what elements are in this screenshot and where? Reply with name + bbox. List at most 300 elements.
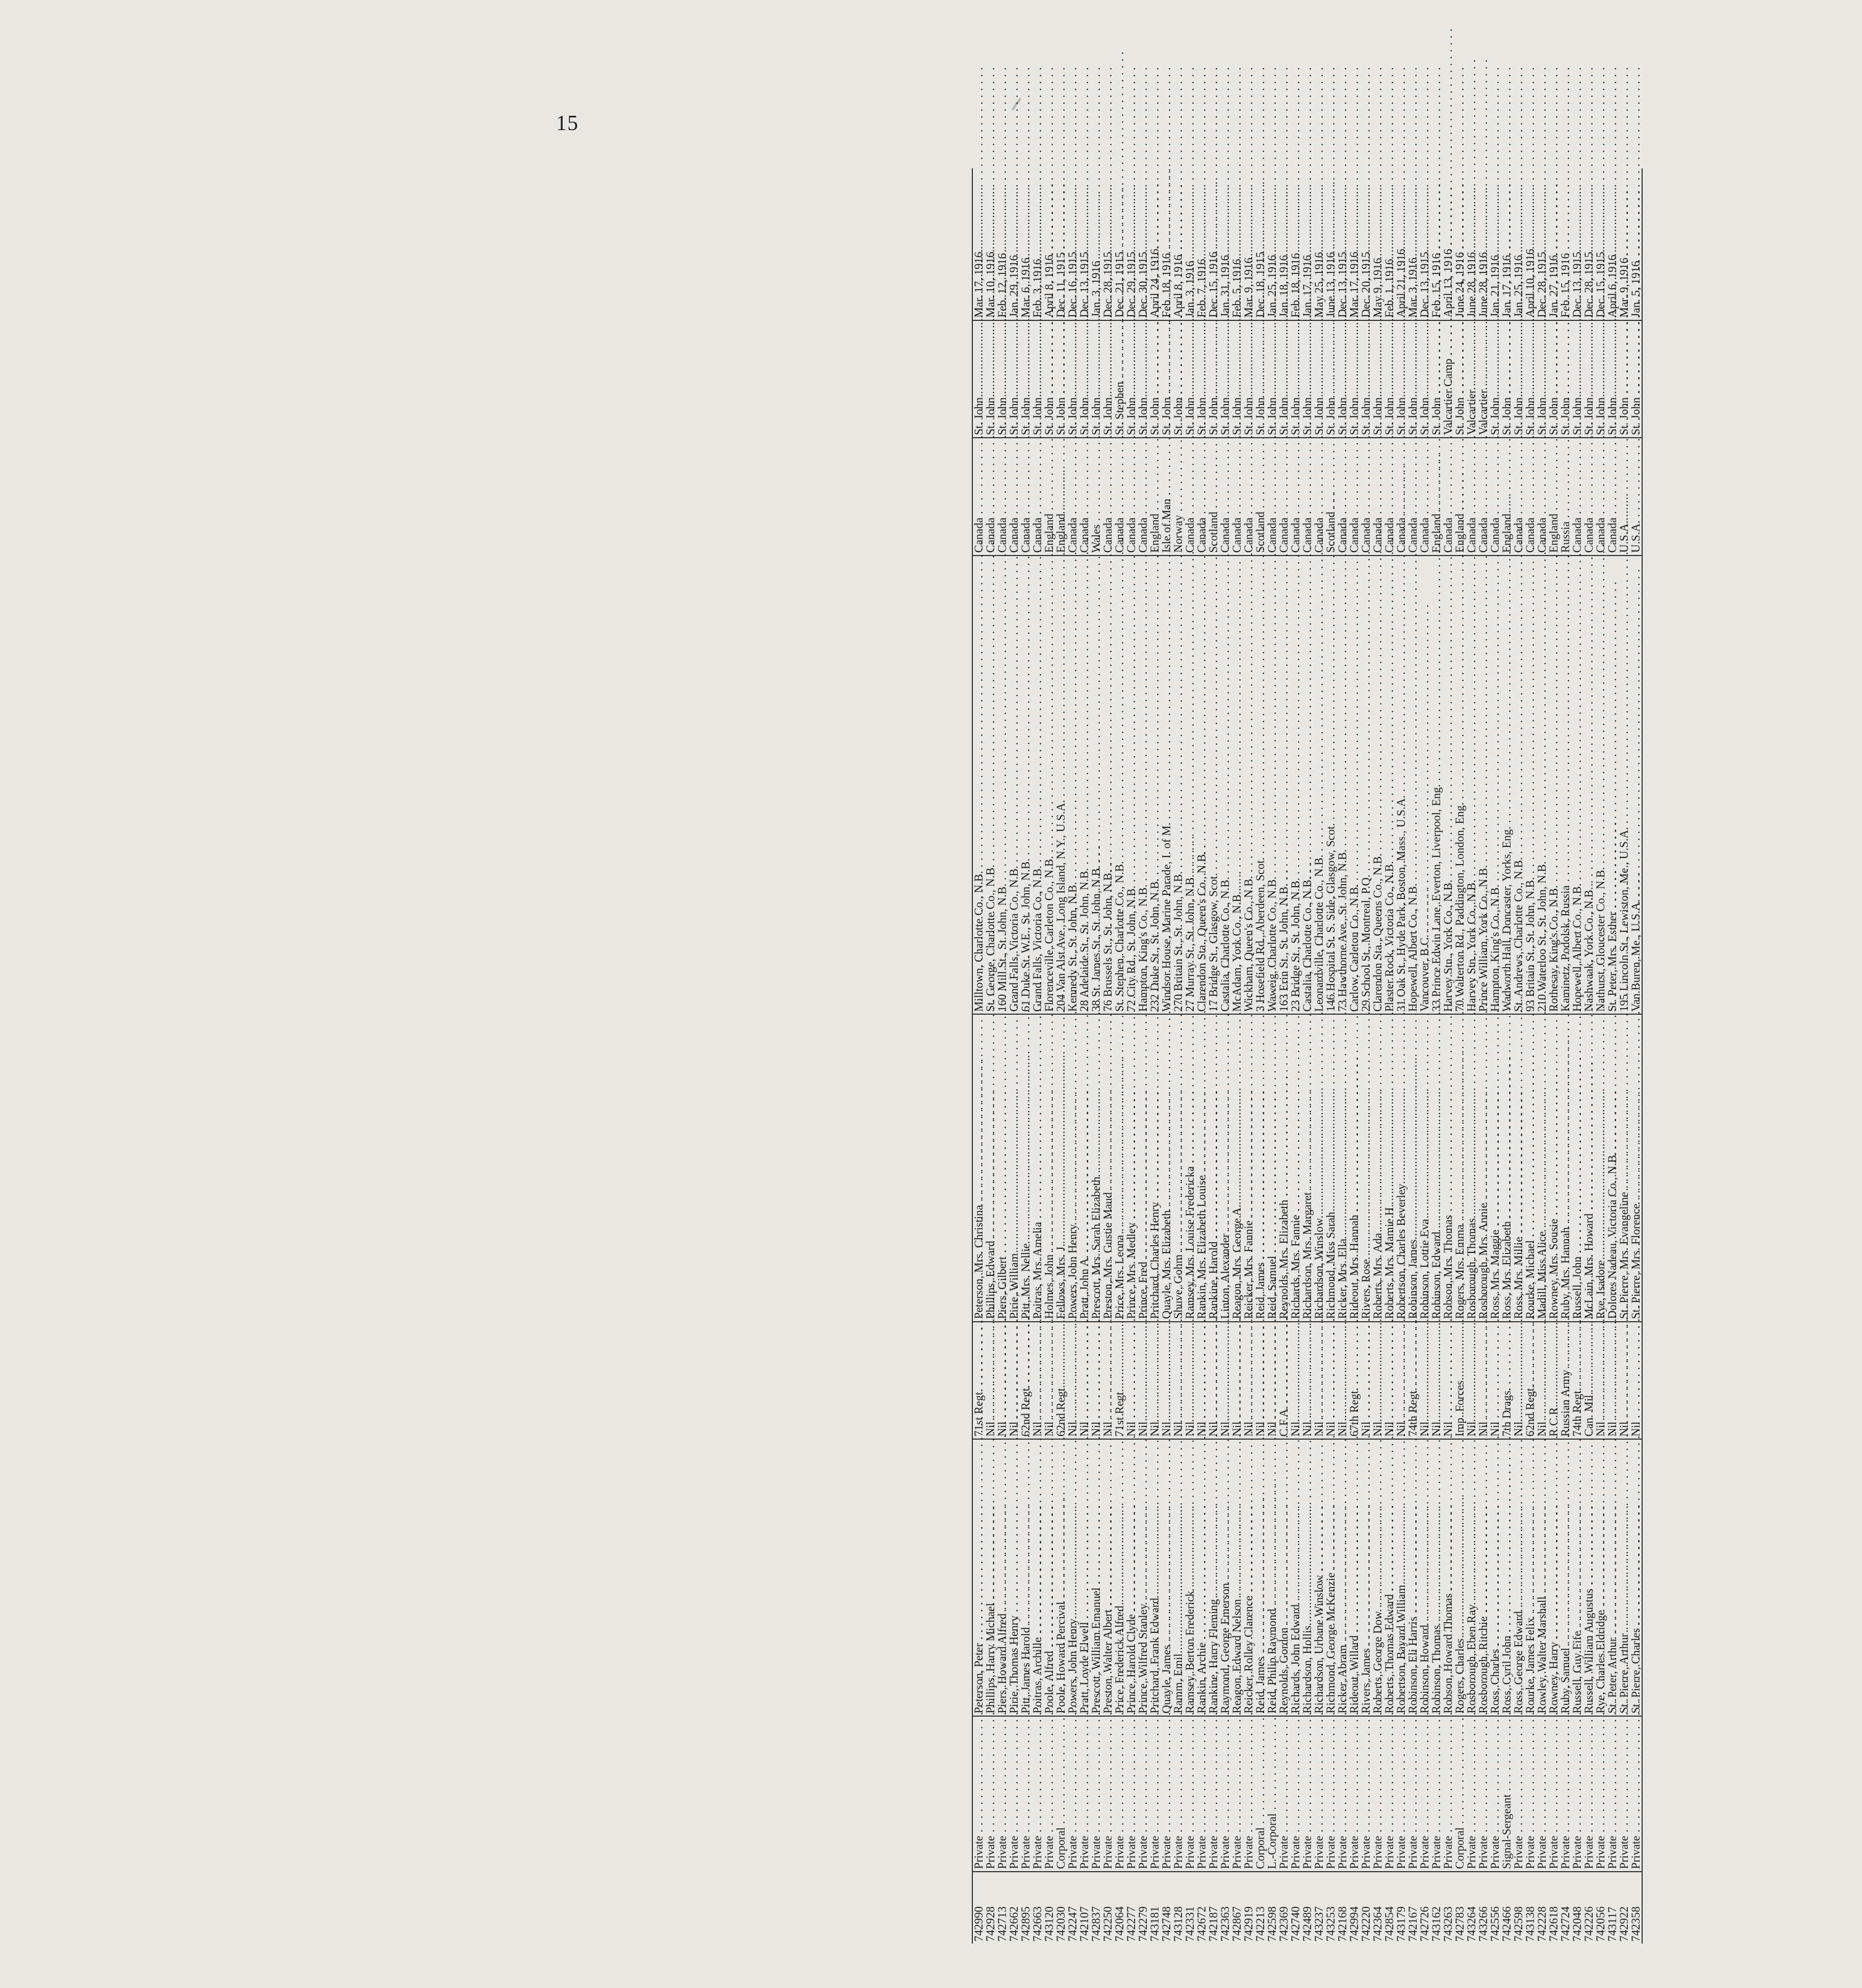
next-of-kin-cell: Reicker, Mrs. Fannie . . . bbox=[1243, 1014, 1254, 1321]
number-cell: 742740 bbox=[1289, 1906, 1302, 1942]
table-row bbox=[1325, 168, 1337, 1944]
number-cell: 742837 bbox=[1090, 1906, 1102, 1942]
country-cell: Norway . . . bbox=[1172, 438, 1184, 556]
country-cell: Canada . . . bbox=[1583, 438, 1595, 556]
rank-cell: Private . . . bbox=[1477, 1716, 1489, 1872]
address-cell: 76 Brussels St., St. John, N.B. . . . bbox=[1102, 556, 1114, 1015]
name-cell: Robson, Howard Thomas . . . bbox=[1442, 1439, 1454, 1716]
former-corps-cell: Nil . . . bbox=[1090, 1322, 1102, 1440]
name-cell: St. Pierre, Arthur . . . bbox=[1618, 1439, 1630, 1716]
rank-cell: Private . . . bbox=[1290, 1716, 1301, 1872]
next-of-kin-cell: Rankin, Mrs. Elizabeth Louise . . . bbox=[1196, 1014, 1207, 1321]
place-enlisted-cell: St. John . . . bbox=[1383, 320, 1395, 438]
table-row bbox=[1184, 168, 1196, 1944]
address-cell: Clarendon Sta., Queens Co., N.B. . . . bbox=[1372, 556, 1383, 1015]
place-enlisted-cell: St. John . . . bbox=[1055, 320, 1067, 438]
number-cell: 742466 bbox=[1500, 1906, 1513, 1942]
next-of-kin-cell: Robertson, Charles Beverley . . . bbox=[1395, 1014, 1407, 1321]
former-corps-cell: Nil . . . bbox=[1313, 1322, 1325, 1440]
name-cell: Ross, Charles . . . bbox=[1489, 1439, 1501, 1716]
table-row bbox=[1290, 168, 1301, 1944]
table-row bbox=[1419, 168, 1430, 1944]
country-cell: Canada . . . bbox=[1078, 438, 1090, 556]
table-row bbox=[1442, 168, 1454, 1944]
place-enlisted-cell: St. John . . . bbox=[1301, 320, 1313, 438]
address-cell: Wickham, Queen's Co., N.B. . . . bbox=[1243, 556, 1254, 1015]
place-enlisted-cell: St. John . . . bbox=[996, 320, 1008, 438]
former-corps-cell: Nil . . . bbox=[1125, 1322, 1137, 1440]
date-cell: Jan. 25, 1916 bbox=[1513, 168, 1524, 320]
number-cell: 742990 bbox=[972, 1872, 985, 1944]
country-cell: Isle of Man . . . bbox=[1161, 438, 1172, 556]
place-enlisted-cell: St. John . . . bbox=[1266, 320, 1278, 438]
number-cell: 743117 bbox=[1606, 1906, 1619, 1942]
table-row bbox=[1172, 168, 1184, 1944]
table-row bbox=[1548, 168, 1559, 1944]
former-corps-cell: Nil . . . bbox=[1513, 1322, 1524, 1440]
country-cell: Canada . . . bbox=[972, 438, 985, 556]
place-enlisted-cell: St. John . . . bbox=[1102, 320, 1114, 438]
table-row bbox=[1395, 168, 1407, 1944]
table-row bbox=[1477, 168, 1489, 1944]
table-row bbox=[1524, 168, 1536, 1944]
next-of-kin-cell: Reid, James . . . bbox=[1254, 1014, 1266, 1321]
address-cell: Vancouver, B.C. . . . bbox=[1419, 556, 1430, 1015]
next-of-kin-cell: Richards, Mrs. Fannie . . . bbox=[1290, 1014, 1301, 1321]
date-cell: Feb. 7, 1916 bbox=[1196, 168, 1207, 320]
place-enlisted-cell: St. John . . . bbox=[1067, 320, 1078, 438]
address-cell: Nashwaak, York Co., N.B. . . . bbox=[1583, 556, 1595, 1015]
next-of-kin-cell: Roberts, Mrs. Mamie H. . . . bbox=[1383, 1014, 1395, 1321]
address-cell: Windsor House, Marine Parade, I. of M. . . . bbox=[1161, 556, 1172, 1015]
name-cell: Reagon, Edward Nelson . . . bbox=[1231, 1439, 1243, 1716]
number-cell: 742672 bbox=[1195, 1906, 1208, 1942]
date-cell: Jan. 18, 1916 bbox=[1278, 168, 1290, 320]
rank-cell: Private . . . bbox=[1031, 1716, 1043, 1872]
name-cell: Rowney, Harry . . . bbox=[1548, 1439, 1559, 1716]
place-enlisted-cell: St. John . . . bbox=[1090, 320, 1102, 438]
date-cell: April 13, 1916 bbox=[1442, 168, 1454, 320]
country-cell: Canada . . . bbox=[1196, 438, 1207, 556]
name-cell: Roberts, Thomas Edward . . . bbox=[1383, 1439, 1395, 1716]
table-row bbox=[1125, 168, 1137, 1944]
address-cell: Milltown, Charlotte Co., N.B. . . . bbox=[972, 556, 985, 1015]
former-corps-cell: Nil . . . bbox=[1231, 1322, 1243, 1440]
former-corps-cell: Nil . . . bbox=[1008, 1322, 1020, 1440]
next-of-kin-cell: Rivers, Rose . . . bbox=[1360, 1014, 1372, 1321]
next-of-kin-cell: St. Pierre, Mrs. Florence . . . bbox=[1630, 1014, 1642, 1321]
address-cell: Rothesay, King's Co., N.B. . . . bbox=[1548, 556, 1559, 1015]
date-cell: Dec. 28, 1915 bbox=[1536, 168, 1548, 320]
number-cell: 742250 bbox=[1101, 1906, 1114, 1942]
next-of-kin-cell: Rourke, Michael . . . bbox=[1524, 1014, 1536, 1321]
date-cell: June 28, 1916 bbox=[1477, 168, 1489, 320]
rank-cell: Private . . . bbox=[1466, 1716, 1477, 1872]
name-cell: Preston, Walter Albert . . . bbox=[1102, 1439, 1114, 1716]
date-cell: Mar. 9, 1916 bbox=[1243, 168, 1254, 320]
register-body bbox=[972, 168, 1642, 1944]
rank-cell: Private . . . bbox=[1524, 1716, 1536, 1872]
place-enlisted-cell: St. John . . . bbox=[1172, 320, 1184, 438]
name-cell: Peterson, Peter . . . bbox=[972, 1439, 985, 1716]
date-cell: April 8, 1916 bbox=[1043, 168, 1055, 320]
place-enlisted-cell: St. John . . . bbox=[1207, 320, 1219, 438]
place-enlisted-cell: St. John . . . bbox=[1536, 320, 1548, 438]
address-cell: Harvey Stn., York Co., N.B. . . . bbox=[1466, 556, 1477, 1015]
former-corps-cell: 62nd Regt. . . . bbox=[1020, 1322, 1031, 1440]
place-enlisted-cell: St. John . . . bbox=[1407, 320, 1419, 438]
former-corps-cell: Nil . . . bbox=[1172, 1322, 1184, 1440]
number-cell: 742277 bbox=[1125, 1906, 1138, 1942]
number-cell: 742726 bbox=[1418, 1906, 1431, 1942]
next-of-kin-cell: Linton, Alexander . . . bbox=[1219, 1014, 1231, 1321]
place-enlisted-cell: St. John . . . bbox=[1125, 320, 1137, 438]
name-cell: St. Pierre, Charles . . . bbox=[1630, 1439, 1642, 1716]
rank-cell: Private . . . bbox=[1078, 1716, 1090, 1872]
table-row bbox=[1114, 168, 1125, 1944]
place-enlisted-cell: St. John . . . bbox=[1360, 320, 1372, 438]
date-cell: Mar. 9, 1916 bbox=[1618, 168, 1630, 320]
date-cell: Feb. 5, 1916 bbox=[1231, 168, 1243, 320]
table-row bbox=[1583, 168, 1595, 1944]
name-cell: Richards, John Edward . . . bbox=[1290, 1439, 1301, 1716]
address-cell: 29 School St., Montreal, P.Q. . . . bbox=[1360, 556, 1372, 1015]
country-cell: U.S.A. . . . bbox=[1618, 438, 1630, 556]
number-cell: 743120 bbox=[1043, 1906, 1055, 1942]
place-enlisted-cell: St. John . . . bbox=[1571, 320, 1583, 438]
rank-cell: Private . . . bbox=[1184, 1716, 1196, 1872]
rank-cell: Private . . . bbox=[1207, 1716, 1219, 1872]
country-cell: Canada . . . bbox=[1348, 438, 1360, 556]
table-row bbox=[1243, 168, 1254, 1944]
table-row bbox=[1337, 168, 1348, 1944]
former-corps-cell: Nil . . . bbox=[1301, 1322, 1313, 1440]
next-of-kin-cell: McLain, Mrs. Howard . . . bbox=[1583, 1014, 1595, 1321]
former-corps-cell: Nil . . . bbox=[1290, 1322, 1301, 1440]
former-corps-cell: Nil . . . bbox=[1325, 1322, 1337, 1440]
number-cell: 742713 bbox=[996, 1906, 1009, 1942]
number-cell: 742748 bbox=[1160, 1906, 1173, 1942]
next-of-kin-cell: Russell, John . . . bbox=[1571, 1014, 1583, 1321]
number-cell: 742618 bbox=[1547, 1906, 1560, 1942]
date-cell: Jan. 21, 1916 bbox=[1489, 168, 1501, 320]
table-row bbox=[1161, 168, 1172, 1944]
name-cell: Russell, William Augustus . . . bbox=[1583, 1439, 1595, 1716]
next-of-kin-cell: Price, Mrs. Leona . . . bbox=[1114, 1014, 1125, 1321]
rank-cell: Private . . . bbox=[996, 1716, 1008, 1872]
address-cell: Nathurst, Gloucester Co., N.B. . . . bbox=[1595, 556, 1606, 1015]
former-corps-cell: Nil . . . bbox=[1466, 1322, 1477, 1440]
country-cell: Scotland . . . bbox=[1207, 438, 1219, 556]
former-corps-cell: Nil . . . bbox=[1207, 1322, 1219, 1440]
number-cell: 742168 bbox=[1336, 1906, 1349, 1942]
number-cell: 742364 bbox=[1371, 1906, 1384, 1942]
former-corps-cell: Nil . . . bbox=[1395, 1322, 1407, 1440]
name-cell: Prince, Wilfred Stanley . . . bbox=[1137, 1439, 1149, 1716]
date-cell: Dec. 11, 1915 bbox=[1055, 168, 1067, 320]
address-cell: 195 Lincoln St., Lewiston, Me., U.S.A. . . . bbox=[1618, 556, 1630, 1015]
rank-cell: Private . . . bbox=[1559, 1716, 1571, 1872]
number-cell: 742867 bbox=[1230, 1906, 1243, 1942]
former-corps-cell: Nil . . . bbox=[1266, 1322, 1278, 1440]
next-of-kin-cell: Ruby, Mrs. Hannah . . . bbox=[1559, 1014, 1571, 1321]
number-cell: 742228 bbox=[1536, 1906, 1548, 1942]
next-of-kin-cell: Robinson, Lottie Eva . . . bbox=[1419, 1014, 1430, 1321]
next-of-kin-cell: Fellows, Mrs. J. . . . bbox=[1055, 1014, 1067, 1321]
name-cell: Rivers, James . . . bbox=[1360, 1439, 1372, 1716]
name-cell: Prince, Harold Clyde . . . bbox=[1125, 1439, 1137, 1716]
table-row bbox=[1102, 168, 1114, 1944]
rank-cell: Private . . . bbox=[1137, 1716, 1149, 1872]
table-row bbox=[1536, 168, 1548, 1944]
date-cell: Dec. 21, 1915 bbox=[1114, 168, 1125, 320]
date-cell: Feb. 15, 1916 bbox=[1559, 168, 1571, 320]
next-of-kin-cell: Pratt, John A. . . . bbox=[1078, 1014, 1090, 1321]
former-corps-cell: Nil . . . bbox=[1337, 1322, 1348, 1440]
name-cell: Robertson, Bayard William . . . bbox=[1395, 1439, 1407, 1716]
date-cell: April 6, 1916 bbox=[1606, 168, 1618, 320]
next-of-kin-cell: Rosborough, Thomas . . . bbox=[1466, 1014, 1477, 1321]
country-cell: Canada . . . bbox=[1067, 438, 1078, 556]
rank-cell: Private . . . bbox=[1513, 1716, 1524, 1872]
number-cell: 742331 bbox=[1184, 1906, 1196, 1942]
number-cell: 742220 bbox=[1360, 1906, 1372, 1942]
number-cell: 742919 bbox=[1242, 1906, 1255, 1942]
country-cell: Canada . . . bbox=[1571, 438, 1583, 556]
next-of-kin-cell: Richmond, Miss Sarah . . . bbox=[1325, 1014, 1337, 1321]
date-cell: April 21, 1916 bbox=[1395, 168, 1407, 320]
address-cell: 61 Duke St. W.E., St. John, N.B. . . . bbox=[1020, 556, 1031, 1015]
place-enlisted-cell: St. John . . . bbox=[1243, 320, 1254, 438]
table-row bbox=[1571, 168, 1583, 1944]
next-of-kin-cell: Dolores Nadeau, Victoria Co., N.B. . . . bbox=[1606, 1014, 1618, 1321]
address-cell: Harvey Stn., York Co., N.B. . . . bbox=[1442, 556, 1454, 1015]
country-cell: Canada . . . bbox=[1337, 438, 1348, 556]
former-corps-cell: 67th Regt. . . . bbox=[1348, 1322, 1360, 1440]
rank-cell: Private . . . bbox=[1278, 1716, 1290, 1872]
table-row bbox=[1466, 168, 1477, 1944]
country-cell: Canada . . . bbox=[1395, 438, 1407, 556]
number-cell: 742187 bbox=[1207, 1906, 1220, 1942]
date-cell: Dec. 20, 1915 bbox=[1360, 168, 1372, 320]
table-row bbox=[1407, 168, 1419, 1944]
address-cell: Van Buren, Me., U.S.A. . . . bbox=[1630, 556, 1642, 1015]
place-enlisted-cell: St. John . . . bbox=[1419, 320, 1430, 438]
number-cell: 742213 bbox=[1254, 1906, 1267, 1942]
date-cell: Dec. 29, 1915 bbox=[1125, 168, 1137, 320]
table-row bbox=[1618, 168, 1630, 1944]
rank-cell: Signal-Sergeant . . . bbox=[1501, 1716, 1513, 1872]
rank-cell: Private . . . bbox=[1630, 1716, 1642, 1872]
table-row bbox=[1137, 168, 1149, 1944]
name-cell: Ross, Cyril John . . . bbox=[1501, 1439, 1513, 1716]
date-cell: Feb. 1, 1916 bbox=[1383, 168, 1395, 320]
address-cell: 23 Bridge St., St. John, N.B. . . . bbox=[1290, 556, 1301, 1015]
place-enlisted-cell: St. John . . . bbox=[1583, 320, 1595, 438]
address-cell: Grand Falls, Victoria Co., N.B. . . . bbox=[1031, 556, 1043, 1015]
number-cell: 742167 bbox=[1406, 1906, 1419, 1942]
address-cell: Castalia, Charlotte Co., N.B. . . . bbox=[1301, 556, 1313, 1015]
rank-cell: Private . . . bbox=[1102, 1716, 1114, 1872]
number-cell: 742048 bbox=[1571, 1906, 1583, 1942]
country-cell: Canada . . . bbox=[1372, 438, 1383, 556]
former-corps-cell: Nil . . . bbox=[1243, 1322, 1254, 1440]
country-cell: England . . . bbox=[1055, 438, 1067, 556]
former-corps-cell: Nil . . . bbox=[1419, 1322, 1430, 1440]
number-cell: 743181 bbox=[1148, 1906, 1161, 1942]
name-cell: Pirie, Thomas Henry . . . bbox=[1008, 1439, 1020, 1716]
address-cell: Hopewell, Albert Co., N.B. . . . bbox=[1407, 556, 1419, 1015]
former-corps-cell: Can. Mil. . . . bbox=[1583, 1322, 1595, 1440]
address-cell: St. Stephen, Charlotte Co., N.B. . . . bbox=[1114, 556, 1125, 1015]
table-row bbox=[1031, 168, 1043, 1944]
place-enlisted-cell: St. John . . . bbox=[1501, 320, 1513, 438]
place-enlisted-cell: St. John . . . bbox=[1231, 320, 1243, 438]
name-cell: Pratt, Loyde Elwell . . . bbox=[1078, 1439, 1090, 1716]
rank-cell: Private . . . bbox=[1008, 1716, 1020, 1872]
rank-cell: Private . . . bbox=[1301, 1716, 1313, 1872]
date-cell: Feb. 3, 1916 bbox=[1031, 168, 1043, 320]
number-cell: 743179 bbox=[1395, 1906, 1407, 1942]
address-cell: 210 Waterloo St., St. John, N.B. . . . bbox=[1536, 556, 1548, 1015]
country-cell: Canada . . . bbox=[1266, 438, 1278, 556]
place-enlisted-cell: St. John . . . bbox=[1325, 320, 1337, 438]
rank-cell: Private . . . bbox=[1149, 1716, 1161, 1872]
date-cell: Dec. 16, 1915 bbox=[1067, 168, 1078, 320]
address-cell: St. Peter, Mrs. Esther . . . bbox=[1606, 556, 1618, 1015]
country-cell: U.S.A. . . . bbox=[1630, 438, 1642, 556]
next-of-kin-cell: Prescott, Mrs. Sarah Elizabeth . . . bbox=[1090, 1014, 1102, 1321]
former-corps-cell: Nil . . . bbox=[1031, 1322, 1043, 1440]
next-of-kin-cell: Reid, Samuel . . . bbox=[1266, 1014, 1278, 1321]
former-corps-cell: Nil . . . bbox=[1360, 1322, 1372, 1440]
number-cell: 742279 bbox=[1137, 1906, 1149, 1942]
number-cell: 742928 bbox=[984, 1906, 997, 1942]
rank-cell: Private . . . bbox=[1125, 1716, 1137, 1872]
rank-cell: Private . . . bbox=[1606, 1716, 1618, 1872]
address-cell: Florenceville, Carleton Co., N.B. . . . bbox=[1043, 556, 1055, 1015]
next-of-kin-cell: Piers, Gilbert . . . bbox=[996, 1014, 1008, 1321]
name-cell: Reynolds, Gordon . . . bbox=[1278, 1439, 1290, 1716]
place-enlisted-cell: St. John . . . bbox=[972, 320, 985, 438]
next-of-kin-cell: Ricker, Mrs. Ella . . . bbox=[1337, 1014, 1348, 1321]
former-corps-cell: R.C.R. . . . bbox=[1548, 1322, 1559, 1440]
table-row bbox=[1266, 168, 1278, 1944]
next-of-kin-cell: Pritchard, Charles Henry . . . bbox=[1149, 1014, 1161, 1321]
address-cell: 146 Hospital St. S. Side, Glasgow, Scot. . . . bbox=[1325, 556, 1337, 1015]
former-corps-cell: Nil . . . bbox=[1383, 1322, 1395, 1440]
name-cell: Richardson, Hollis . . . bbox=[1301, 1439, 1313, 1716]
next-of-kin-cell: Robinson, Edward . . . bbox=[1430, 1014, 1442, 1321]
address-cell: Carlow, Carleton Co., N.B. . . . bbox=[1348, 556, 1360, 1015]
country-cell: England . . . bbox=[1548, 438, 1559, 556]
name-cell: Ramsey, Berton Frederick . . . bbox=[1184, 1439, 1196, 1716]
next-of-kin-cell: Reagon, Mrs. George A. . . . bbox=[1231, 1014, 1243, 1321]
number-cell: 742030 bbox=[1054, 1906, 1067, 1942]
table-row bbox=[1559, 168, 1571, 1944]
country-cell: England . . . bbox=[1430, 438, 1442, 556]
place-enlisted-cell: St. John . . . bbox=[985, 320, 996, 438]
name-cell: Rowley, Walter Marshall . . . bbox=[1536, 1439, 1548, 1716]
table-row bbox=[1219, 168, 1231, 1944]
former-corps-cell: Nil . . . bbox=[1102, 1322, 1114, 1440]
former-corps-cell: Nil . . . bbox=[1254, 1322, 1266, 1440]
place-enlisted-cell: St. John . . . bbox=[1395, 320, 1407, 438]
table-row bbox=[1430, 168, 1442, 1944]
rank-cell: Private . . . bbox=[1313, 1716, 1325, 1872]
place-enlisted-cell: St. John . . . bbox=[1548, 320, 1559, 438]
country-cell: Canada . . . bbox=[1125, 438, 1137, 556]
number-cell: 742994 bbox=[1348, 1906, 1361, 1942]
country-cell: Canada . . . bbox=[985, 438, 996, 556]
name-cell: Reid, James . . . bbox=[1254, 1439, 1266, 1716]
country-cell: Canada . . . bbox=[1407, 438, 1419, 556]
date-cell: Feb. 18, 1916 bbox=[1290, 168, 1301, 320]
next-of-kin-cell: Richardson, Winslow . . . bbox=[1313, 1014, 1325, 1321]
place-enlisted-cell: St. John . . . bbox=[1513, 320, 1524, 438]
place-enlisted-cell: St. John . . . bbox=[1524, 320, 1536, 438]
name-cell: Poole, Howard Percival . . . bbox=[1055, 1439, 1067, 1716]
place-enlisted-cell: St. John . . . bbox=[1595, 320, 1606, 438]
table-row bbox=[1595, 168, 1606, 1944]
place-enlisted-cell: St. John . . . bbox=[1430, 320, 1442, 438]
date-cell: Jan. 31, 1916 bbox=[1219, 168, 1231, 320]
address-cell: 160 Mill St., St. John, N.B. . . . bbox=[996, 556, 1008, 1015]
table-row bbox=[1149, 168, 1161, 1944]
table-row bbox=[1008, 168, 1020, 1944]
number-cell: 743264 bbox=[1465, 1906, 1478, 1942]
rank-cell: Private . . . bbox=[1536, 1716, 1548, 1872]
date-cell: Dec. 30, 1915 bbox=[1137, 168, 1149, 320]
country-cell: Canada . . . bbox=[1477, 438, 1489, 556]
date-cell: Dec. 28, 1915 bbox=[1102, 168, 1114, 320]
rank-cell: Corporal . . . bbox=[1055, 1716, 1067, 1872]
next-of-kin-cell: Madill, Miss Alice . . . bbox=[1536, 1014, 1548, 1321]
country-cell: Canada . . . bbox=[1489, 438, 1501, 556]
country-cell: Scotland . . . bbox=[1254, 438, 1266, 556]
number-cell: 742369 bbox=[1277, 1906, 1290, 1942]
name-cell: Rankine, Harry Fleming . . . bbox=[1207, 1439, 1219, 1716]
date-cell: Feb. 18, 1916 bbox=[1161, 168, 1172, 320]
date-cell: May 9, 1916 bbox=[1372, 168, 1383, 320]
rank-cell: Private . . . bbox=[1337, 1716, 1348, 1872]
next-of-kin-cell: Rosborough, Mrs. Annie . . . bbox=[1477, 1014, 1489, 1321]
place-enlisted-cell: St. John . . . bbox=[1606, 320, 1618, 438]
name-cell: St. Peter, Arthur . . . bbox=[1606, 1439, 1618, 1716]
address-cell: 3 Hosefield Rd., Aberdeen, Scot. . . . bbox=[1254, 556, 1266, 1015]
country-cell: Canada . . . bbox=[1243, 438, 1254, 556]
name-cell: Pitt, James Harold . . . bbox=[1020, 1439, 1031, 1716]
former-corps-cell: Nil . . . bbox=[1078, 1322, 1090, 1440]
rotated-register bbox=[972, 168, 1862, 1944]
country-cell: Canada . . . bbox=[1114, 438, 1125, 556]
name-cell: Robinson, Eli Harris . . . bbox=[1407, 1439, 1419, 1716]
number-cell: 742598 bbox=[1266, 1906, 1278, 1942]
place-enlisted-cell: St. John . . . bbox=[1161, 320, 1172, 438]
address-cell: 33 Prince Edwin Lane, Everton, Liverpool, Eng. . . . bbox=[1430, 556, 1442, 1015]
date-cell: Mar. 17, 1916 bbox=[1348, 168, 1360, 320]
rank-cell: Private . . . bbox=[1442, 1716, 1454, 1872]
next-of-kin-cell: Rogers, Mrs. Emma . . . bbox=[1454, 1014, 1466, 1321]
table-row bbox=[1454, 168, 1466, 1944]
rank-cell: Private . . . bbox=[1383, 1716, 1395, 1872]
name-cell: Quayle, James . . . bbox=[1161, 1439, 1172, 1716]
country-cell: Canada . . . bbox=[1313, 438, 1325, 556]
country-cell: Canada . . . bbox=[1301, 438, 1313, 556]
table-row bbox=[1020, 168, 1031, 1944]
date-cell: June 28, 1916 bbox=[1466, 168, 1477, 320]
table-row bbox=[1231, 168, 1243, 1944]
